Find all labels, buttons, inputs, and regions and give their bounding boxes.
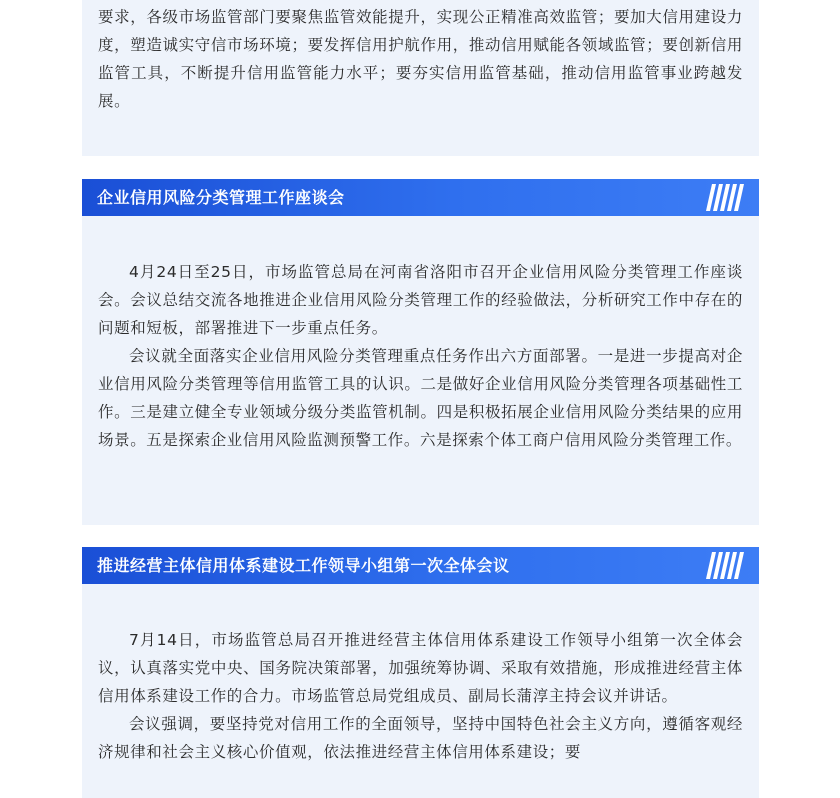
section-card-3 <box>82 584 759 798</box>
section-title: 企业信用风险分类管理工作座谈会 <box>97 188 345 207</box>
paragraph: 会议强调，要坚持党对信用工作的全面领导，坚持中国特色社会主义方向，遵循客观经济规律和社会主义核心价值观，依法推进经营主体信用体系建设；要 <box>98 715 743 761</box>
paragraph: 要求，各级市场监管部门要聚焦监管效能提升，实现公正精准高效监管；要加大信用建设力度，塑造诚实守信市场环境；要发挥信用护航作用，推动信用赋能各领域监管；要创新信用监管工具，不断提升信用监管能力水平；要夯实信用监管基础，推动信用监管事业跨越发展。 <box>98 8 743 110</box>
section-banner-3 <box>82 547 759 584</box>
section-title: 推进经营主体信用体系建设工作领导小组第一次全体会议 <box>97 556 510 575</box>
paragraph: 4月24日至25日，市场监管总局在河南省洛阳市召开企业信用风险分类管理工作座谈会。会议总结交流各地推进企业信用风险分类管理工作的经验做法，分析研究工作中存在的问题和短板，部署推进下一步重点任务。 <box>98 263 743 337</box>
paragraph: 7月14日，市场监管总局召开推进经营主体信用体系建设工作领导小组第一次全体会议，认真落实党中央、国务院决策部署，加强统筹协调、采取有效措施，形成推进经营主体信用体系建设工作的合力。市场监管总局党组成员、副局长蒲淳主持会议并讲话。 <box>98 631 743 705</box>
section-banner-2 <box>82 179 759 216</box>
paragraph: 会议就全面落实企业信用风险分类管理重点任务作出六方面部署。一是进一步提高对企业信用风险分类管理等信用监管工具的认识。二是做好企业信用风险分类管理各项基础性工作。三是建立健全专业领域分级分类监管机制。四是积极拓展企业信用风险分类结果的应用场景。五是探索企业信用风险监测预警工作。六是探索个体工商户信用风险分类管理工作。 <box>98 347 743 449</box>
slash-stripes-icon <box>706 184 746 211</box>
section-card-2 <box>82 216 759 525</box>
section-card-1 <box>82 0 759 156</box>
slash-stripes-icon <box>706 552 746 579</box>
